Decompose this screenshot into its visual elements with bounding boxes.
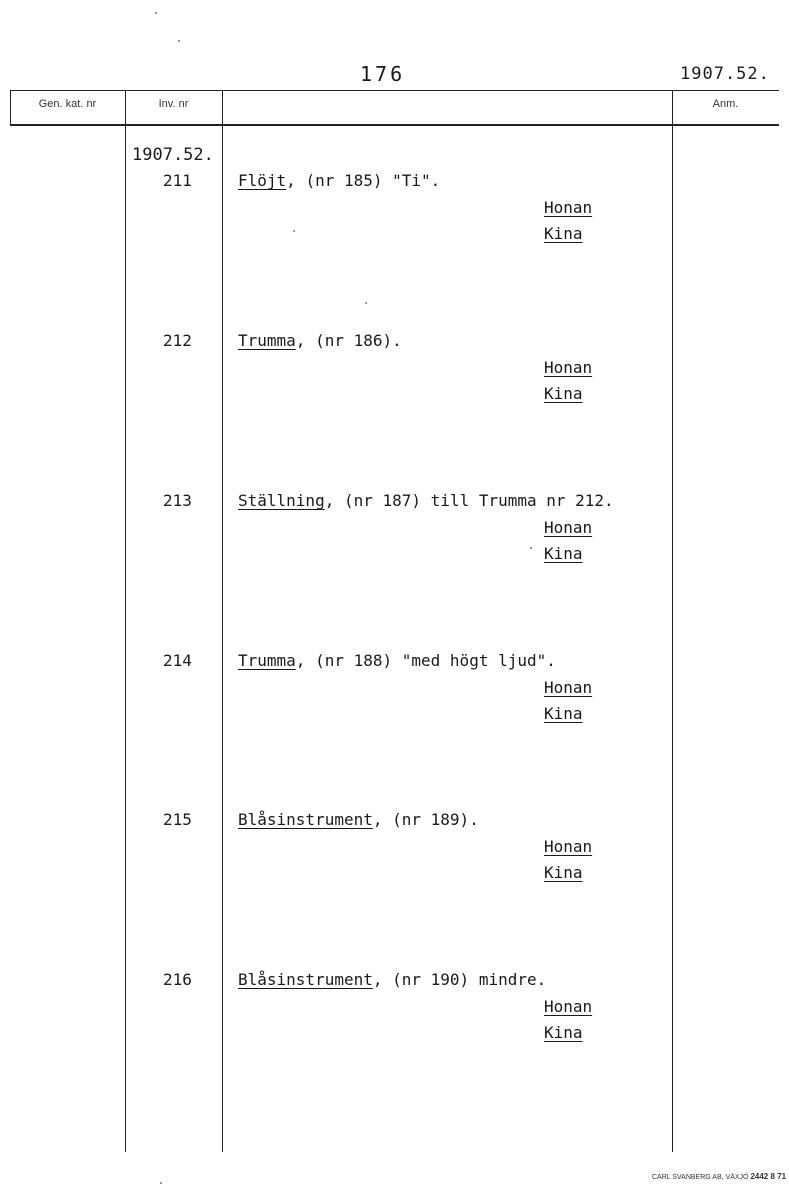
year-heading: 1907.52. (132, 145, 214, 165)
entry-country: Kina (544, 224, 583, 243)
inventory-number: 214 (163, 651, 192, 670)
entry-details: , (nr 185) "Ti". (286, 171, 441, 190)
entry-details: , (nr 188) "med högt ljud". (295, 651, 556, 670)
page-year-reference: 1907.52. (680, 64, 770, 84)
entry-details: , (nr 187) till Trumma nr 212. (324, 491, 614, 510)
entry-country: Kina (544, 384, 583, 403)
entry-details: , (nr 186). (295, 331, 402, 350)
scan-speck (155, 12, 157, 14)
entry-description (238, 970, 546, 989)
form-code: 2442 8 71 (750, 1172, 787, 1181)
catalog-entry (0, 651, 789, 811)
inventory-number: 216 (163, 970, 192, 989)
catalog-entry (0, 171, 789, 331)
entry-province: Honan (544, 358, 593, 377)
entry-details: , (nr 190) mindre. (372, 970, 547, 989)
entry-title: Blåsinstrument (238, 810, 373, 829)
inventory-number: 213 (163, 491, 192, 510)
entry-title: Trumma (238, 651, 296, 670)
scan-speck (178, 40, 180, 42)
entry-title: Ställning (238, 491, 325, 510)
entry-country: Kina (544, 1023, 583, 1042)
entry-description (238, 171, 440, 190)
entry-province: Honan (544, 997, 593, 1016)
entry-province: Honan (544, 678, 593, 697)
entry-title: Trumma (238, 331, 296, 350)
column-header-anm: Anm. (712, 98, 739, 110)
entry-description (238, 651, 556, 670)
entry-province: Honan (544, 837, 593, 856)
entry-description (238, 810, 479, 829)
printer-name: CARL SVANBERG AB, VÄXJÖ (652, 1174, 749, 1181)
entry-country: Kina (544, 704, 583, 723)
catalog-entry (0, 970, 789, 1130)
entry-country: Kina (544, 863, 583, 882)
entry-province: Honan (544, 518, 593, 537)
scan-speck (365, 302, 367, 304)
entry-title: Flöjt (238, 171, 287, 190)
column-header-inv: Inv. nr (158, 98, 189, 110)
entry-country: Kina (544, 544, 583, 563)
scan-speck (160, 1182, 162, 1184)
inventory-number: 211 (163, 171, 192, 190)
entry-title: Blåsinstrument (238, 970, 373, 989)
entry-description (238, 491, 614, 510)
printer-imprint (652, 1172, 786, 1181)
scan-speck (530, 547, 532, 549)
catalog-entry (0, 491, 789, 651)
catalog-entry (0, 810, 789, 970)
page-number: 176 (360, 62, 406, 86)
column-header-gen-kat: Gen. kat. nr (38, 98, 97, 110)
catalog-entry (0, 331, 789, 491)
entry-description (238, 331, 402, 350)
entry-province: Honan (544, 198, 593, 217)
inventory-number: 215 (163, 810, 192, 829)
entry-details: , (nr 189). (372, 810, 479, 829)
scan-speck (293, 230, 295, 232)
inventory-number: 212 (163, 331, 192, 350)
